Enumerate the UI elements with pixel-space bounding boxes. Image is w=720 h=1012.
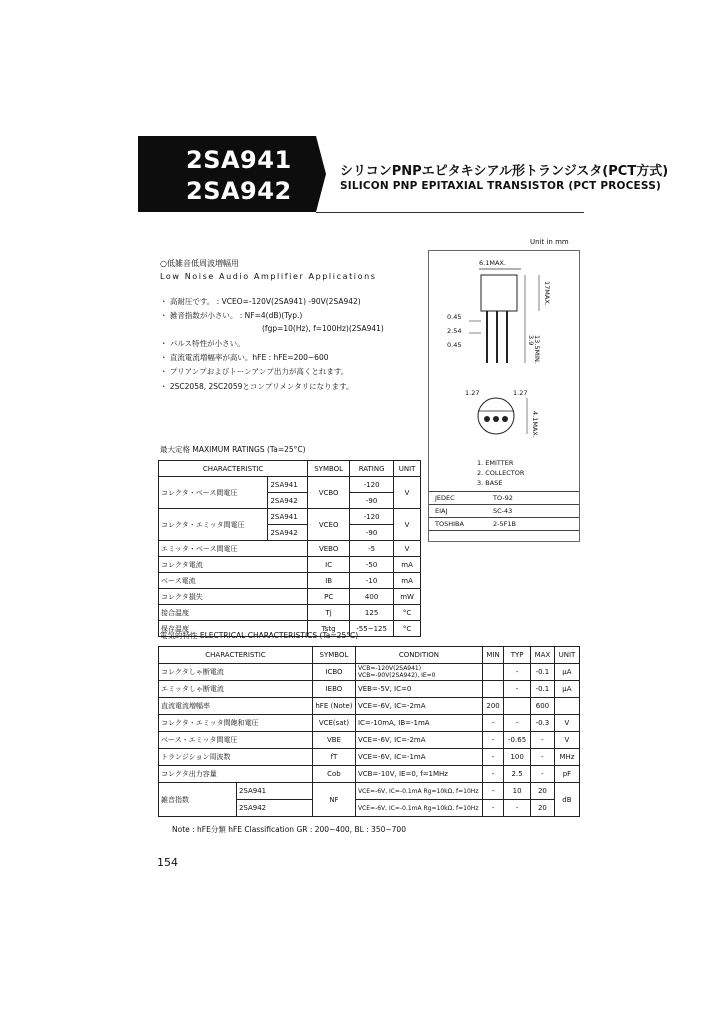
- part-number-2: 2SA942: [186, 177, 292, 205]
- header-cell: CHARACTERISTIC: [159, 461, 308, 477]
- unit-cell: MHz: [554, 749, 579, 766]
- symbol-cell: VEBO: [308, 541, 350, 557]
- toshiba-row: [429, 518, 579, 531]
- application-english: Low Noise Audio Amplifier Applications: [160, 272, 377, 281]
- table-row: [159, 715, 580, 732]
- symbol-cell: VBE: [312, 732, 355, 749]
- condition-cell: VEB=-5V, IC=0: [355, 681, 482, 698]
- label-cell: ベース・エミッタ間電圧: [159, 732, 313, 749]
- symbol-cell: Tj: [308, 605, 350, 621]
- title-divider: [316, 212, 584, 213]
- unit-cell: μA: [554, 681, 579, 698]
- code-value: SC-43: [493, 507, 513, 515]
- symbol-cell: VCE(sat): [312, 715, 355, 732]
- condition-cell: VCE=-6V, IC=-0.1mA Rg=10kΩ, f=10Hz: [355, 800, 482, 817]
- unit-cell: mA: [394, 557, 421, 573]
- code-value: TO-92: [493, 494, 513, 502]
- unit-cell: mW: [394, 589, 421, 605]
- min-cell: [482, 664, 503, 681]
- label-cell: コレクタ・エミッタ間飽和電圧: [159, 715, 313, 732]
- unit-cell: °C: [394, 621, 421, 637]
- rating-cell: -55~125: [350, 621, 394, 637]
- feature-line: ・ 高耐圧です。 : VCEO=-120V(2SA941) -90V(2SA942): [160, 297, 361, 306]
- max-cell: 600: [530, 698, 554, 715]
- table-row: [159, 589, 421, 605]
- symbol-cell: fT: [312, 749, 355, 766]
- code-value: 2-5F1B: [493, 520, 516, 528]
- code-label: EIAJ: [435, 507, 448, 515]
- table-row: [159, 557, 421, 573]
- dim-c: 0.45: [447, 341, 462, 349]
- typ-cell: -: [504, 715, 531, 732]
- symbol-cell: NF: [312, 783, 355, 817]
- dim-width: 6.1MAX.: [479, 259, 506, 267]
- pin-label: 2. COLLECTOR: [477, 469, 525, 477]
- rating-cell: -50: [350, 557, 394, 573]
- max-cell: -: [530, 732, 554, 749]
- rating-cell: -5: [350, 541, 394, 557]
- symbol-cell: hFE (Note): [312, 698, 355, 715]
- dim-e: 4.1MAX.: [531, 411, 539, 438]
- header-cell: MIN: [482, 647, 503, 664]
- pin-label: 3. BASE: [477, 479, 503, 487]
- table-row: [159, 573, 421, 589]
- code-label: TOSHIBA: [435, 520, 464, 528]
- dim-d: 1.27: [465, 389, 480, 397]
- code-label: JEDEC: [435, 494, 455, 502]
- table-row: [159, 698, 580, 715]
- feature-line: ・ プリアンプおよびトーンアンプ出力が高くとれます。: [160, 367, 349, 376]
- subtitle-japanese: シリコンPNPエピタキシアル形トランジスタ(PCT方式): [340, 164, 669, 179]
- max-cell: 20: [530, 800, 554, 817]
- label-cell: コレクタ・エミッタ間電圧: [159, 509, 268, 541]
- sub-cell: 2SA941: [268, 477, 308, 493]
- unit-label: Unit in mm: [530, 238, 569, 246]
- min-cell: -: [482, 800, 503, 817]
- table-row: [159, 783, 580, 800]
- typ-cell: -: [504, 664, 531, 681]
- table-row: [159, 664, 580, 681]
- typ-cell: -0.65: [504, 732, 531, 749]
- feature-line: ・ 直流電流増幅率が高い。hFE : hFE=200~600: [160, 353, 329, 362]
- condition-cell: VCE=-6V, IC=-2mA: [355, 732, 482, 749]
- symbol-cell: Tstg: [308, 621, 350, 637]
- label-cell: 保存温度: [159, 621, 308, 637]
- min-cell: -: [482, 783, 503, 800]
- pin-label: 1. EMITTER: [477, 459, 514, 467]
- header-cell: RATING: [350, 461, 394, 477]
- label-cell: 直流電流増幅率: [159, 698, 313, 715]
- max-cell: -0.1: [530, 681, 554, 698]
- unit-cell: V: [554, 715, 579, 732]
- min-cell: -: [482, 749, 503, 766]
- header-cell: CONDITION: [355, 647, 482, 664]
- max-cell: -0.3: [530, 715, 554, 732]
- dim-lead: 13.5MIN.: [533, 335, 541, 364]
- symbol-cell: PC: [308, 589, 350, 605]
- package-outline-box: [428, 250, 580, 542]
- max-ratings-table: [158, 460, 421, 637]
- characteristics-table: [158, 646, 580, 817]
- header-cell: MAX: [530, 647, 554, 664]
- eiaj-row: [429, 505, 579, 518]
- sub-cell: 2SA941: [236, 783, 312, 800]
- dim-b: 2.54: [447, 327, 462, 335]
- typ-cell: 10: [504, 783, 531, 800]
- min-cell: [482, 681, 503, 698]
- characteristics-heading: 電気的特性 ELECTRICAL CHARACTERISTICS (Ta=25°C): [160, 631, 359, 640]
- condition-cell: VCE=-6V, IC=-0.1mA Rg=10kΩ, f=10Hz: [355, 783, 482, 800]
- min-cell: 200: [482, 698, 503, 715]
- symbol-cell: IB: [308, 573, 350, 589]
- label-cell: ベース電流: [159, 573, 308, 589]
- unit-cell: V: [394, 477, 421, 509]
- header-cell: SYMBOL: [312, 647, 355, 664]
- table-row: [159, 681, 580, 698]
- unit-cell: V: [394, 509, 421, 541]
- rating-cell: -90: [350, 525, 394, 541]
- header-cell: SYMBOL: [308, 461, 350, 477]
- condition-cell: IC=-10mA, IB=-1mA: [355, 715, 482, 732]
- table-row: [159, 605, 421, 621]
- rating-cell: -120: [350, 477, 394, 493]
- table-row: [159, 749, 580, 766]
- unit-cell: [554, 698, 579, 715]
- label-cell: コレクタ損失: [159, 589, 308, 605]
- unit-cell: V: [394, 541, 421, 557]
- rating-cell: 400: [350, 589, 394, 605]
- min-cell: -: [482, 732, 503, 749]
- symbol-cell: VCEO: [308, 509, 350, 541]
- label-cell: コレクタ出力容量: [159, 766, 313, 783]
- label-cell: エミッタしゃ断電流: [159, 681, 313, 698]
- max-cell: -: [530, 766, 554, 783]
- label-cell: エミッタ・ベース間電圧: [159, 541, 308, 557]
- unit-cell: mA: [394, 573, 421, 589]
- package-drawing: [429, 251, 579, 481]
- rating-cell: -90: [350, 493, 394, 509]
- dim-body: 3.9: [527, 335, 535, 346]
- unit-cell: V: [554, 732, 579, 749]
- subtitle-english: SILICON PNP EPITAXIAL TRANSISTOR (PCT PROCESS): [340, 180, 661, 192]
- page-number: 154: [157, 856, 178, 869]
- typ-cell: -: [504, 681, 531, 698]
- max-cell: -0.1: [530, 664, 554, 681]
- rating-cell: 125: [350, 605, 394, 621]
- package-code-table: [429, 491, 579, 531]
- feature-line: ・ 雑音指数が小さい。 : NF=4(dB)(Typ.): [160, 311, 303, 320]
- header-cell: UNIT: [554, 647, 579, 664]
- label-cell: コレクタ・ベース間電圧: [159, 477, 268, 509]
- min-cell: -: [482, 766, 503, 783]
- title-arrow: [316, 136, 326, 212]
- dim-a: 0.45: [447, 313, 462, 321]
- part-number-1: 2SA941: [186, 146, 292, 174]
- table-header-row: [159, 647, 580, 664]
- condition-cell: VCB=-120V(2SA941) VCB=-90V(2SA942), IE=0: [355, 664, 482, 681]
- table-header-row: [159, 461, 421, 477]
- table-row: [159, 541, 421, 557]
- unit-cell: μA: [554, 664, 579, 681]
- application-japanese: ○低雑音低周波増幅用: [160, 259, 239, 268]
- sub-cell: 2SA942: [268, 525, 308, 541]
- sub-cell: 2SA942: [236, 800, 312, 817]
- rating-cell: -10: [350, 573, 394, 589]
- dim-f: 1.27: [513, 389, 528, 397]
- label-cell: コレクタしゃ断電流: [159, 664, 313, 681]
- condition-cell: VCE=-6V, IC=-1mA: [355, 749, 482, 766]
- header-cell: CHARACTERISTIC: [159, 647, 313, 664]
- table-row: [159, 509, 421, 525]
- unit-cell: pF: [554, 766, 579, 783]
- max-ratings-heading: 最大定格 MAXIMUM RATINGS (Ta=25°C): [160, 445, 306, 454]
- sub-cell: 2SA942: [268, 493, 308, 509]
- sub-cell: 2SA941: [268, 509, 308, 525]
- unit-cell: °C: [394, 605, 421, 621]
- table-row: [159, 477, 421, 493]
- max-cell: 20: [530, 783, 554, 800]
- feature-line: ・ 2SC2058, 2SC2059とコンプリメンタリになります。: [160, 382, 354, 391]
- table-row: [159, 732, 580, 749]
- header-cell: TYP: [504, 647, 531, 664]
- header-cell: UNIT: [394, 461, 421, 477]
- feature-line: (fgp=10(Hz), f=100Hz)(2SA941): [262, 324, 384, 333]
- table-row: [159, 766, 580, 783]
- label-cell: 接合温度: [159, 605, 308, 621]
- symbol-cell: ICBO: [312, 664, 355, 681]
- feature-line: ・ パルス特性が小さい。: [160, 339, 245, 348]
- condition-cell: VCE=-6V, IC=-2mA: [355, 698, 482, 715]
- max-cell: -: [530, 749, 554, 766]
- typ-cell: [504, 698, 531, 715]
- symbol-cell: VCBO: [308, 477, 350, 509]
- label-cell: トランジション周波数: [159, 749, 313, 766]
- condition-cell: VCB=-10V, IE=0, f=1MHz: [355, 766, 482, 783]
- typ-cell: 100: [504, 749, 531, 766]
- classification-note: Note : hFE分類 hFE Classification GR : 200~400, BL : 350~700: [172, 825, 406, 834]
- typ-cell: 2.5: [504, 766, 531, 783]
- label-cell: コレクタ電流: [159, 557, 308, 573]
- unit-cell: dB: [554, 783, 579, 817]
- dim-total: 17MAX.: [543, 281, 551, 306]
- symbol-cell: IEBO: [312, 681, 355, 698]
- symbol-cell: IC: [308, 557, 350, 573]
- symbol-cell: Cob: [312, 766, 355, 783]
- jedec-row: [429, 492, 579, 505]
- typ-cell: -: [504, 800, 531, 817]
- label-cell: 雑音指数: [159, 783, 237, 817]
- rating-cell: -120: [350, 509, 394, 525]
- min-cell: -: [482, 715, 503, 732]
